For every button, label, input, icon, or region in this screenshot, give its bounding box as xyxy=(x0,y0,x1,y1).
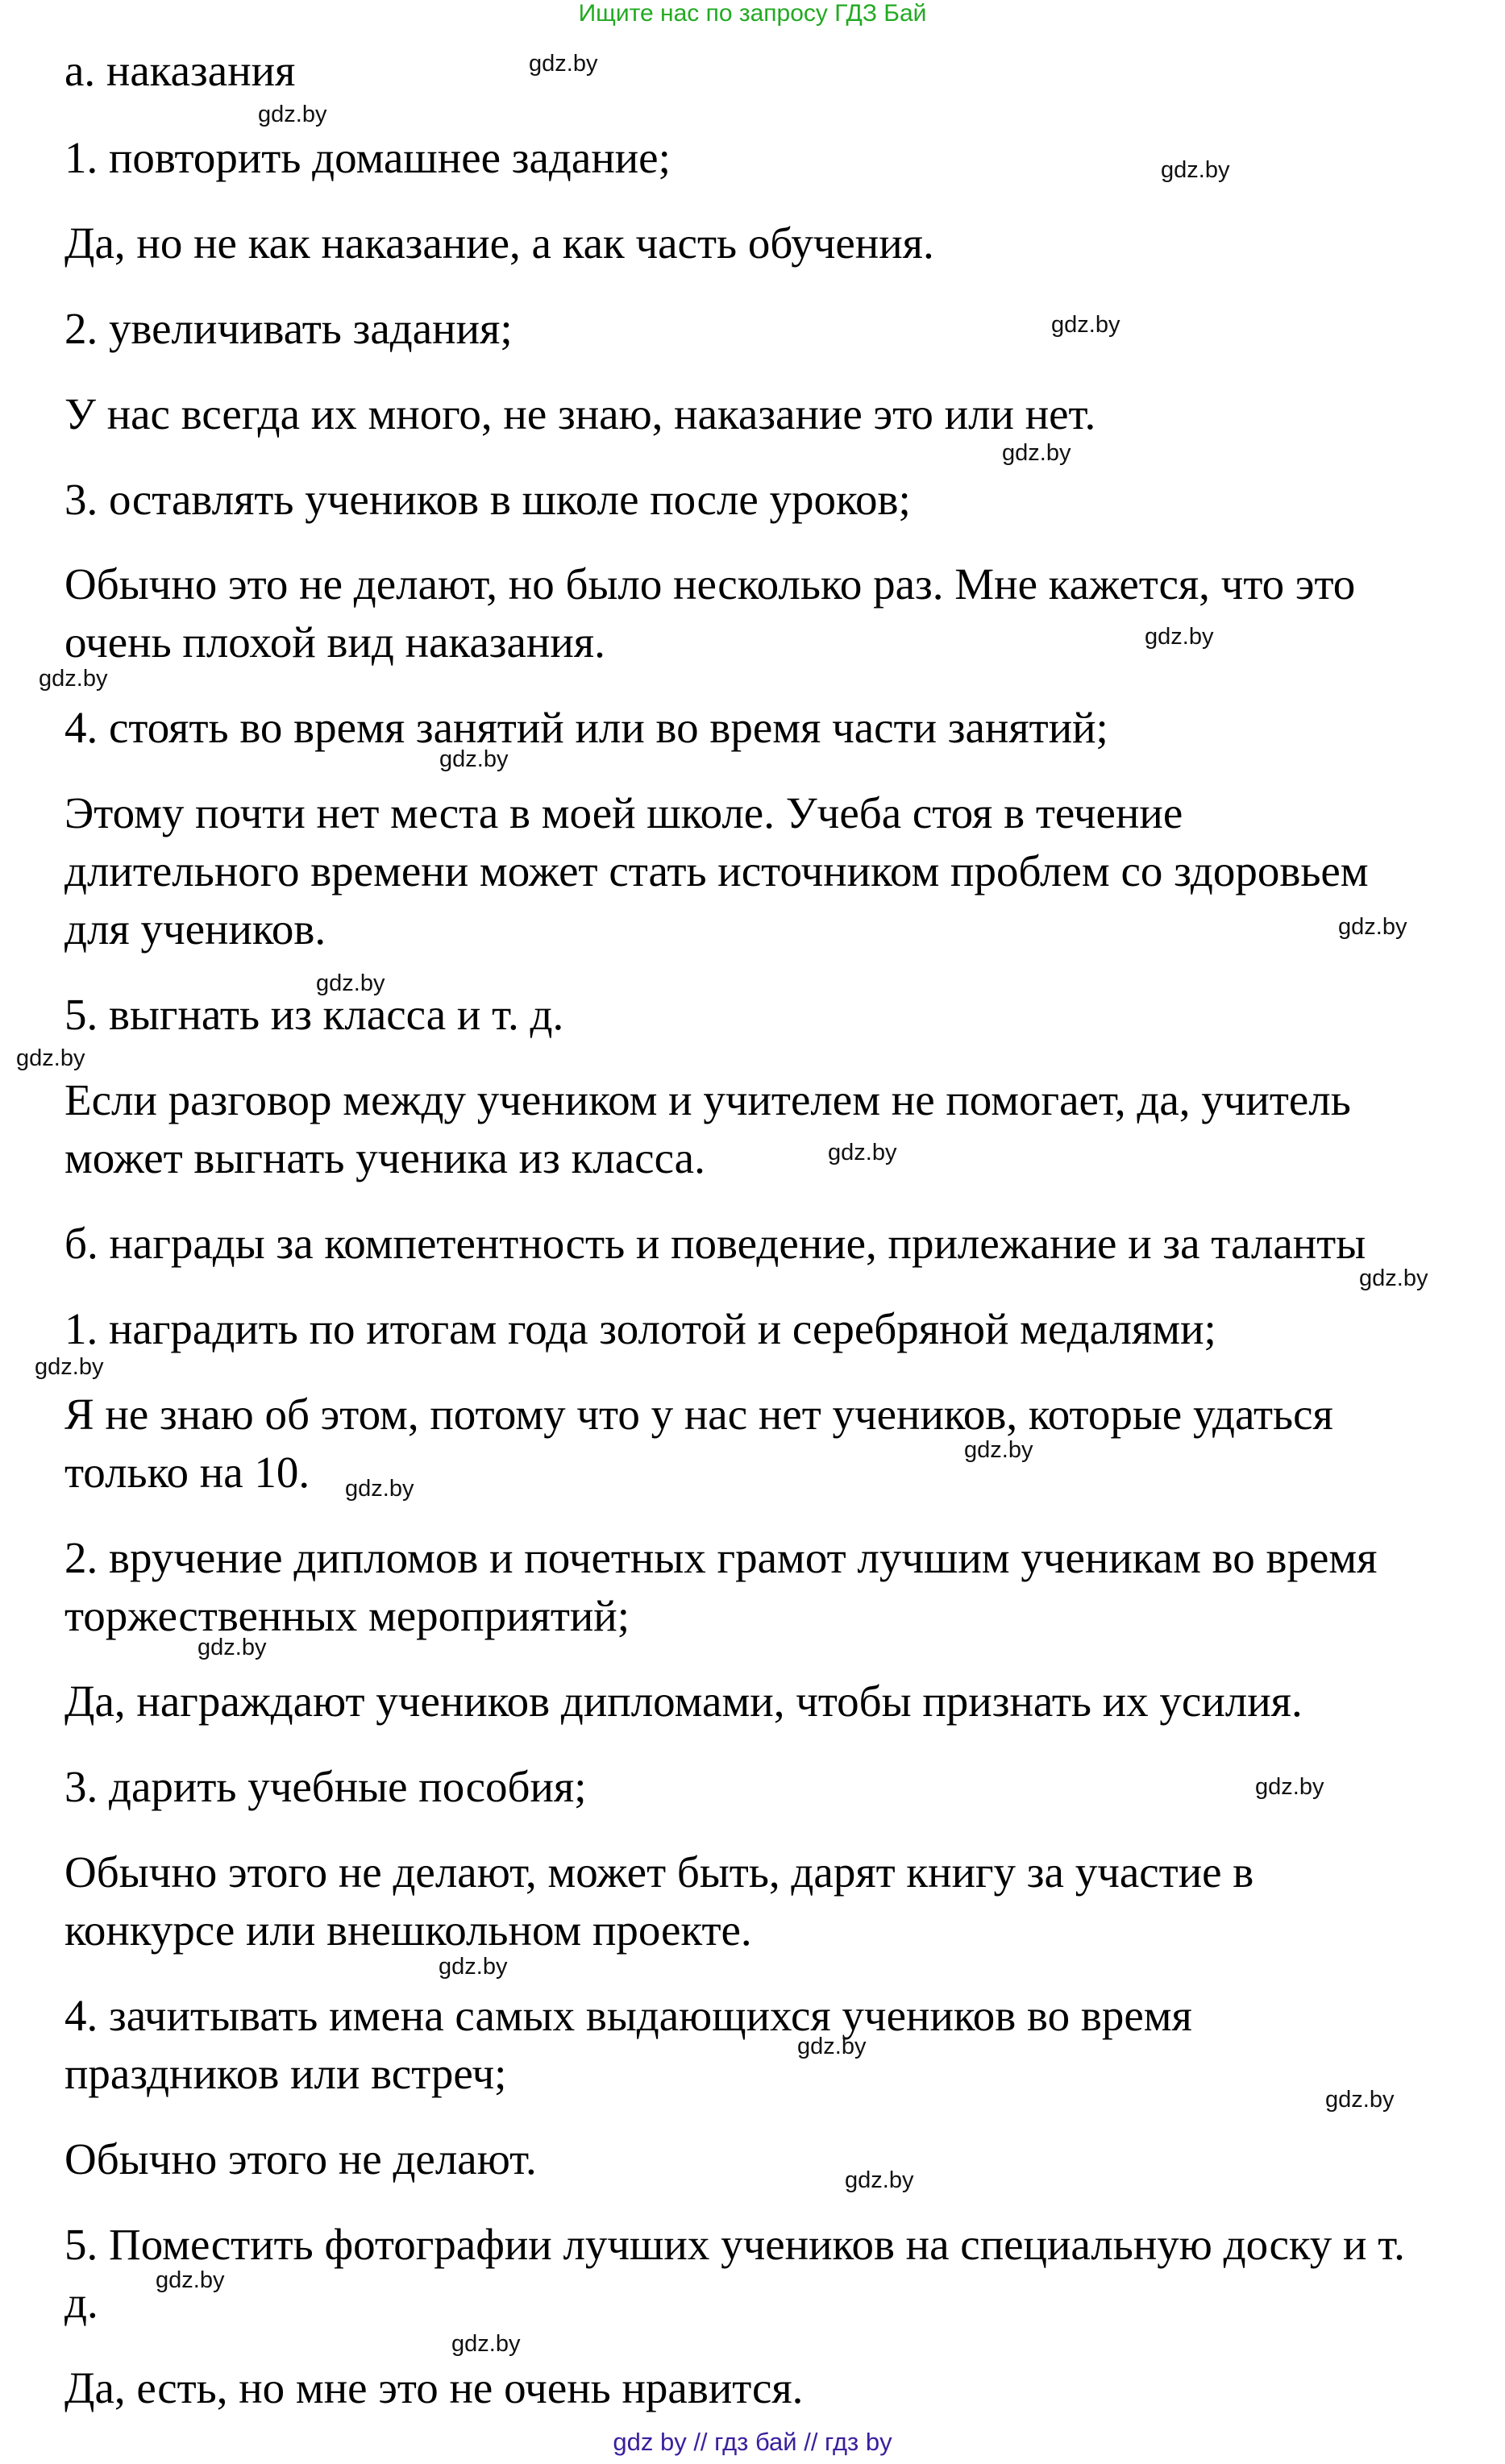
watermark: gdz.by xyxy=(845,2167,914,2193)
text-line: 4. зачитывать имена самых выдающихся учеников во время xyxy=(64,1991,1192,2040)
text-line: 3. оставлять учеников в школе после уроков; xyxy=(64,475,911,524)
watermark: gdz.by xyxy=(439,1954,508,1980)
watermark: gdz.by xyxy=(1161,157,1230,183)
watermark: gdz.by xyxy=(1002,440,1071,466)
text-line: торжественных мероприятий; xyxy=(64,1591,630,1640)
section-heading-rewards: б. награды за компетентность и поведение, прилежание и за таланты xyxy=(64,1219,1366,1268)
text-line: 4. стоять во время занятий или во время части занятий; xyxy=(64,703,1108,752)
watermark: gdz.by xyxy=(451,2331,521,2357)
text-line: У нас всегда их много, не знаю, наказание это или нет. xyxy=(64,389,1096,438)
text-line: 1. повторить домашнее задание; xyxy=(64,133,671,182)
text-line: конкурсе или внешкольном проекте. xyxy=(64,1905,752,1955)
text-line: Обычно этого не делают, может быть, дарят книгу за участие в xyxy=(64,1847,1254,1897)
watermark: gdz.by xyxy=(1359,1265,1428,1291)
text-line: 2. увеличивать задания; xyxy=(64,304,513,353)
watermark: gdz.by xyxy=(39,666,108,692)
page-header: Ищите нас по запросу ГДЗ Бай xyxy=(578,0,927,27)
watermark: gdz.by xyxy=(964,1437,1033,1463)
watermark: gdz.by xyxy=(1051,312,1120,338)
text-line: 5. Поместить фотографии лучших учеников на специальную доску и т. xyxy=(64,2220,1405,2269)
text-line: длительного времени может стать источником проблем со здоровьем xyxy=(64,846,1369,895)
text-line: 3. дарить учебные пособия; xyxy=(64,1762,587,1811)
watermark: gdz.by xyxy=(16,1045,85,1071)
text-line: 1. наградить по итогам года золотой и серебряной медалями; xyxy=(64,1304,1216,1353)
watermark: gdz.by xyxy=(529,51,598,77)
text-line: Да, есть, но мне это не очень нравится. xyxy=(64,2363,804,2412)
text-line: д. xyxy=(64,2278,98,2327)
text-line: может выгнать ученика из класса. xyxy=(64,1133,705,1182)
text-line: 5. выгнать из класса и т. д. xyxy=(64,990,564,1039)
watermark: gdz.by xyxy=(35,1354,104,1380)
page-footer: gdz by // гдз бай // гдз by xyxy=(613,2428,892,2456)
watermark: gdz.by xyxy=(345,1476,414,1502)
watermark: gdz.by xyxy=(258,102,327,127)
text-line: Да, награждают учеников дипломами, чтобы признать их усилия. xyxy=(64,1677,1303,1726)
watermark: gdz.by xyxy=(439,746,509,772)
text-line: очень плохой вид наказания. xyxy=(64,617,605,667)
text-line: Этому почти нет места в моей школе. Учеба стоя в течение xyxy=(64,788,1183,837)
text-line: для учеников. xyxy=(64,904,326,954)
text-line: Да, но не как наказание, а как часть обучения. xyxy=(64,218,934,268)
text-line: 2. вручение дипломов и почетных грамот лучшим ученикам во время xyxy=(64,1533,1378,1582)
section-heading-punishments: а. наказания xyxy=(64,46,296,95)
watermark: gdz.by xyxy=(828,1140,897,1166)
text-line: Если разговор между учеником и учителем не помогает, да, учитель xyxy=(64,1075,1351,1124)
watermark: gdz.by xyxy=(316,970,385,996)
watermark: gdz.by xyxy=(797,2034,867,2059)
watermark: gdz.by xyxy=(197,1635,267,1660)
text-line: только на 10. xyxy=(64,1448,310,1497)
text-line: праздников или встреч; xyxy=(64,2049,507,2098)
text-line: Обычно это не делают, но было несколько раз. Мне кажется, что это xyxy=(64,559,1356,609)
watermark: gdz.by xyxy=(1325,2087,1395,2113)
watermark: gdz.by xyxy=(1145,624,1214,650)
watermark: gdz.by xyxy=(156,2267,225,2293)
text-line: Я не знаю об этом, потому что у нас нет учеников, которые удаться xyxy=(64,1390,1333,1439)
watermark: gdz.by xyxy=(1338,914,1407,940)
text-line: Обычно этого не делают. xyxy=(64,2134,537,2184)
watermark: gdz.by xyxy=(1255,1774,1324,1800)
